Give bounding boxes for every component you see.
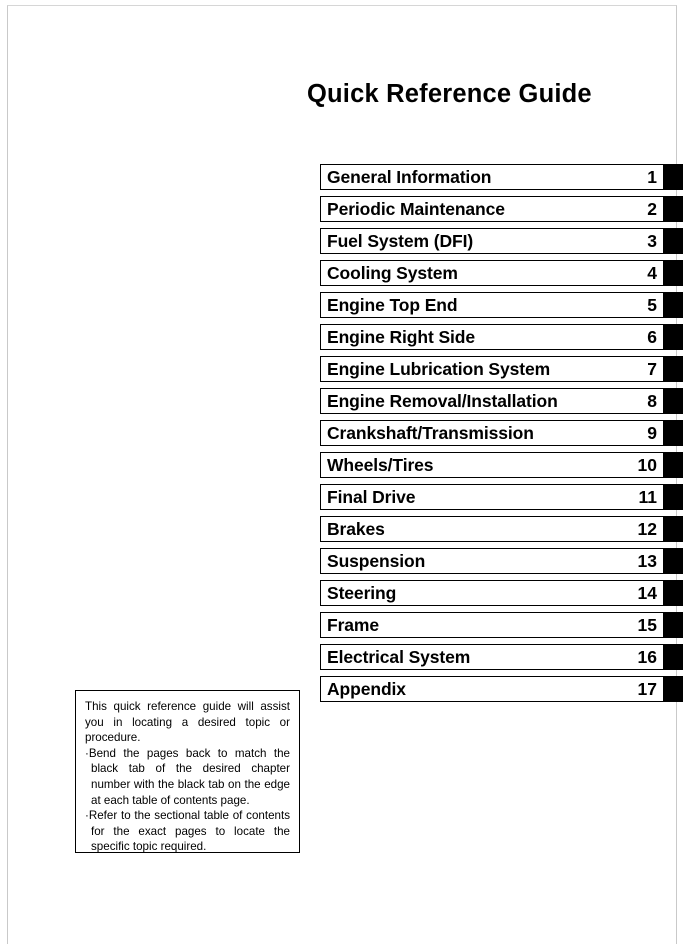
chapter-title: Brakes xyxy=(327,519,385,539)
chapter-row[interactable] xyxy=(320,324,683,350)
chapter-row[interactable] xyxy=(320,612,683,638)
chapter-number: 9 xyxy=(647,423,657,443)
chapter-box[interactable] xyxy=(320,420,664,446)
note-bullet-item: ·Bend the pages back to match the black tab of the desired chapter number with the black tab on the edge at each table of contents page. xyxy=(85,746,290,807)
chapter-row[interactable] xyxy=(320,292,683,318)
chapter-number: 10 xyxy=(637,455,657,475)
chapter-box[interactable] xyxy=(320,484,664,510)
chapter-row[interactable] xyxy=(320,388,683,414)
black-tab-marker xyxy=(663,548,683,574)
black-tab-marker xyxy=(663,484,683,510)
black-tab-marker xyxy=(663,292,683,318)
black-tab-marker xyxy=(663,676,683,702)
chapter-title: Appendix xyxy=(327,679,406,699)
chapter-title: Wheels/Tires xyxy=(327,455,434,475)
chapter-row[interactable] xyxy=(320,548,683,574)
chapter-box[interactable] xyxy=(320,228,664,254)
chapter-title: Cooling System xyxy=(327,263,458,283)
chapter-box[interactable] xyxy=(320,260,664,286)
chapter-row[interactable] xyxy=(320,164,683,190)
chapter-row[interactable] xyxy=(320,420,683,446)
chapter-title: Frame xyxy=(327,615,380,635)
chapter-box[interactable] xyxy=(320,676,664,702)
black-tab-marker xyxy=(663,612,683,638)
chapter-row[interactable] xyxy=(320,676,683,702)
black-tab-marker xyxy=(663,260,683,286)
black-tab-marker xyxy=(663,644,683,670)
chapter-index-list xyxy=(320,164,683,708)
chapter-title: Suspension xyxy=(327,551,426,571)
chapter-number: 16 xyxy=(637,647,657,667)
chapter-title: Engine Removal/Installation xyxy=(327,391,558,411)
black-tab-marker xyxy=(663,516,683,542)
chapter-row[interactable] xyxy=(320,516,683,542)
chapter-number: 17 xyxy=(637,679,657,699)
chapter-number: 8 xyxy=(647,391,657,411)
chapter-number: 1 xyxy=(647,167,657,187)
chapter-number: 3 xyxy=(647,231,657,251)
chapter-title: Periodic Maintenance xyxy=(327,199,505,219)
chapter-title: General Information xyxy=(327,167,492,187)
chapter-row[interactable] xyxy=(320,196,683,222)
black-tab-marker xyxy=(663,452,683,478)
chapter-number: 2 xyxy=(647,199,657,219)
chapter-box[interactable] xyxy=(320,644,664,670)
black-tab-marker xyxy=(663,388,683,414)
chapter-box[interactable] xyxy=(320,548,664,574)
chapter-row[interactable] xyxy=(320,356,683,382)
chapter-title: Fuel System (DFI) xyxy=(327,231,474,251)
chapter-box[interactable] xyxy=(320,324,664,350)
chapter-row[interactable] xyxy=(320,644,683,670)
chapter-box[interactable] xyxy=(320,452,664,478)
chapter-number: 6 xyxy=(647,327,657,347)
black-tab-marker xyxy=(663,420,683,446)
black-tab-marker xyxy=(663,228,683,254)
chapter-box[interactable] xyxy=(320,356,664,382)
chapter-number: 15 xyxy=(637,615,657,635)
chapter-title: Electrical System xyxy=(327,647,471,667)
chapter-row[interactable] xyxy=(320,580,683,606)
chapter-box[interactable] xyxy=(320,516,664,542)
note-box xyxy=(75,690,300,853)
chapter-number: 7 xyxy=(647,359,657,379)
chapter-number: 13 xyxy=(637,551,657,571)
black-tab-marker xyxy=(663,164,683,190)
chapter-box[interactable] xyxy=(320,612,664,638)
chapter-row[interactable] xyxy=(320,228,683,254)
black-tab-marker xyxy=(663,580,683,606)
chapter-box[interactable] xyxy=(320,580,664,606)
page-title: Quick Reference Guide xyxy=(307,80,592,108)
chapter-row[interactable] xyxy=(320,260,683,286)
chapter-title: Steering xyxy=(327,583,397,603)
chapter-number: 11 xyxy=(638,487,657,507)
chapter-row[interactable] xyxy=(320,452,683,478)
chapter-title: Engine Right Side xyxy=(327,327,476,347)
chapter-box[interactable] xyxy=(320,388,664,414)
chapter-box[interactable] xyxy=(320,292,664,318)
note-bullet-item: ·Refer to the sectional table of contents for the exact pages to locate the specific topic required. xyxy=(85,809,290,854)
chapter-title: Crankshaft/Transmission xyxy=(327,423,534,443)
chapter-number: 4 xyxy=(647,263,657,283)
chapter-title: Engine Top End xyxy=(327,295,458,315)
chapter-title: Final Drive xyxy=(327,487,416,507)
chapter-number: 12 xyxy=(637,519,657,539)
note-intro-text: This quick reference guide will assist you in locating a desired topic or procedure. xyxy=(85,700,290,745)
black-tab-marker xyxy=(663,324,683,350)
chapter-box[interactable] xyxy=(320,164,664,190)
chapter-title: Engine Lubrication System xyxy=(327,359,551,379)
chapter-row[interactable] xyxy=(320,484,683,510)
chapter-box[interactable] xyxy=(320,196,664,222)
black-tab-marker xyxy=(663,356,683,382)
chapter-number: 5 xyxy=(647,295,657,315)
chapter-number: 14 xyxy=(637,583,657,603)
black-tab-marker xyxy=(663,196,683,222)
